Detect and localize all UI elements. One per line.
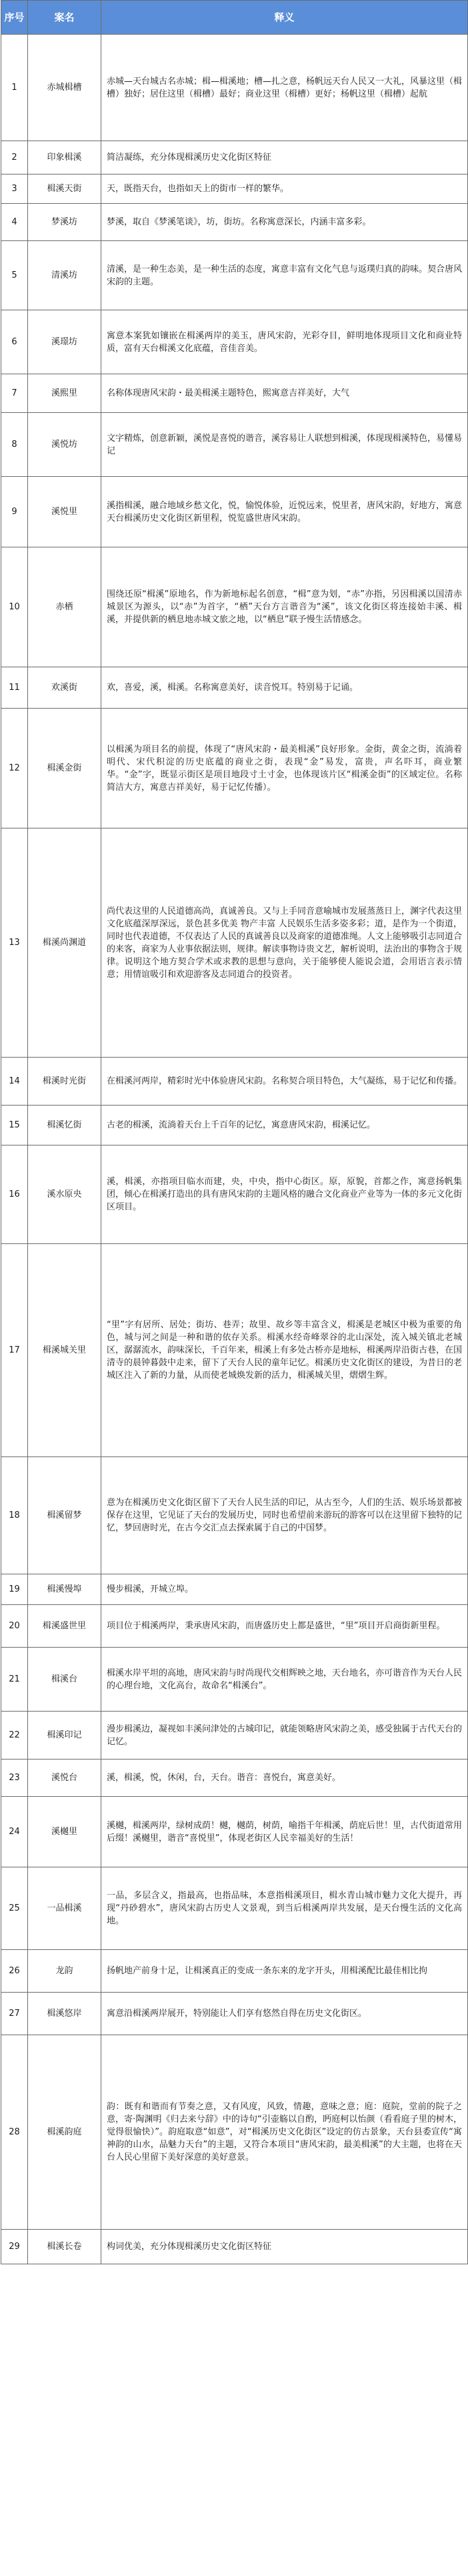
- table-row: [1, 1950, 468, 1993]
- table-row: [1, 709, 468, 828]
- row-number: 27: [1, 1993, 28, 2035]
- table-row: [1, 1760, 468, 1797]
- case-meaning: 构词优美，充分体现楫溪历史文化街区特征: [101, 2230, 468, 2264]
- row-number: 15: [1, 1106, 28, 1145]
- table-row: [1, 1457, 468, 1574]
- case-meaning: 天，既指天台，也指如天上的街市一样的繁华。: [101, 174, 468, 204]
- case-meaning: 梦溪，取自《梦溪笔谈》，坊，街坊。名称寓意深长，内涵丰富多彩。: [101, 204, 468, 241]
- row-number: 9: [1, 477, 28, 547]
- table-row: [1, 828, 468, 1058]
- case-meaning: 溪，楫溪，悦，休闲，台，天台。谐音：喜悦台，寓意美好。: [101, 1760, 468, 1797]
- case-name: 溪樾里: [28, 1797, 101, 1867]
- case-name: 楫溪时光街: [28, 1058, 101, 1106]
- table-row: [1, 1648, 468, 1712]
- case-meaning: “里”字有居所、居处；街坊、巷弄；故里、故乡等丰富含义，楫溪是老城区中极为重要的角色，城与河之间是一种和谐的依存关系。楫溪水经奇峰翠谷的北山深处，流入城关镇北老城区，潺潺流水，韵味深长，千百年来，楫溪上有多处古桥亦是地标，楫溪两岸沿街古巷，在国清寺的晨钟暮鼓中走来，留下了天台人民的童年记忆。楫溪历史文化街区的建设，为昔日的老城区注入了新的力量，从而使老城焕发新的活力，楫溪城关里，熠熠生辉。: [101, 1244, 468, 1457]
- table-row: [1, 1574, 468, 1605]
- row-number: 13: [1, 828, 28, 1058]
- case-meaning: 在楫溪河两岸，精彩时光中体验唐风宋韵。名称契合项目特色，大气凝练，易于记忆和传播。: [101, 1058, 468, 1106]
- case-name: 溪熙里: [28, 374, 101, 413]
- row-number: 28: [1, 2035, 28, 2230]
- row-number: 10: [1, 547, 28, 667]
- case-meaning: 楫溪水岸平坦的高地，唐风宋韵与时尚现代交相辉映之地，天台地名，亦可谐音作为天台人民的心理台地，文化高台，故命名“楫溪台”。: [101, 1648, 468, 1712]
- table-row: [1, 477, 468, 547]
- case-name: 龙韵: [28, 1950, 101, 1993]
- case-name: 楫溪盛世里: [28, 1605, 101, 1648]
- case-name: 印象楫溪: [28, 141, 101, 174]
- case-name: 清溪坊: [28, 241, 101, 310]
- row-number: 17: [1, 1244, 28, 1457]
- case-name: 赤城楫槽: [28, 35, 101, 141]
- row-number: 21: [1, 1648, 28, 1712]
- table-row: [1, 174, 468, 204]
- table-row: [1, 35, 468, 141]
- case-name: 梦溪坊: [28, 204, 101, 241]
- row-number: 25: [1, 1867, 28, 1950]
- table-header-row: [1, 1, 468, 35]
- case-meaning: 溪樾，楫溪两岸，绿树成荫！樾，樾荫，树荫，喻指千年楫溪，荫庇后世！里，古代街道常用后缀！溪樾里，谐音“喜悦里”，体现老街区人民幸福美好的生活！: [101, 1797, 468, 1867]
- case-name: 楫溪金街: [28, 709, 101, 828]
- case-meaning: 文字精炼，创意新颖，溪悦是喜悦的谐音，溪容易让人联想到楫溪，体现现楫溪特色，易懂易记: [101, 413, 468, 477]
- table-row: [1, 1993, 468, 2035]
- case-name: 楫溪印记: [28, 1712, 101, 1760]
- table-row: [1, 547, 468, 667]
- table-row: [1, 1712, 468, 1760]
- case-name: 楫溪忆街: [28, 1106, 101, 1145]
- row-number: 26: [1, 1950, 28, 1993]
- row-number: 5: [1, 241, 28, 310]
- case-meaning: 以楫溪为项目名的前提，体现了“唐风宋韵・最美楫溪”良好形象。金街，黄金之街，流淌着明代、宋代积淀的历史底蕴的商业之街，表现“金”易发，富贵，声名吓耳，商业繁华。“金”字，既显示街区是项目地段寸土寸金，也体现该片区“楫溪金街”的区域定位。名称简洁大方，寓意吉祥美好，易于记忆传播）。: [101, 709, 468, 828]
- case-name: 欢溪街: [28, 667, 101, 709]
- row-number: 29: [1, 2230, 28, 2264]
- row-number: 19: [1, 1574, 28, 1605]
- row-number: 3: [1, 174, 28, 204]
- case-meaning: 围绕还原“楫溪”原地名，作为新地标起名创意，“楫”意为划，“赤”亦指，另因楫溪以国清赤城景区为源头，以“赤”为首字，“栖”天台方言谐音为“溪”，该文化街区将连接始丰溪、楫溪，并提供新的栖息地赤城文旅之地，以“栖息”联予慢生活情感念。: [101, 547, 468, 667]
- case-name: 楫溪台: [28, 1648, 101, 1712]
- case-name: 楫溪留梦: [28, 1457, 101, 1574]
- row-number: 23: [1, 1760, 28, 1797]
- case-meaning: 古老的楫溪，流淌着天台上千百年的记忆，寓意唐风宋韵，楫溪记忆。: [101, 1106, 468, 1145]
- case-name: 溪悦坊: [28, 413, 101, 477]
- case-meaning: 寓意本案犹如镶嵌在楫溪两岸的美玉，唐风宋韵，光彩夺目，鲜明地体现项目文化和商业特质，富有天台楫溪文化底蕴，音佳音美。: [101, 310, 468, 374]
- case-name: 楫溪悠岸: [28, 1993, 101, 2035]
- row-number: 11: [1, 667, 28, 709]
- case-name: 一品楫溪: [28, 1867, 101, 1950]
- table-row: [1, 374, 468, 413]
- case-name: 溪璟坊: [28, 310, 101, 374]
- table-row: [1, 1106, 468, 1145]
- case-name: 楫溪长卷: [28, 2230, 101, 2264]
- row-number: 1: [1, 35, 28, 141]
- table-row: [1, 413, 468, 477]
- row-number: 7: [1, 374, 28, 413]
- row-number: 8: [1, 413, 28, 477]
- case-name: 楫溪城关里: [28, 1244, 101, 1457]
- case-name: 溪悦台: [28, 1760, 101, 1797]
- row-number: 14: [1, 1058, 28, 1106]
- table-row: [1, 1058, 468, 1106]
- case-name: 楫溪慢埠: [28, 1574, 101, 1605]
- case-meaning: 漫步楫溪边，凝视如丰溪问津处的古城印记，就能领略唐风宋韵之美，感受独属于古代天台的记忆。: [101, 1712, 468, 1760]
- row-number: 24: [1, 1797, 28, 1867]
- case-name: 楫溪尚渊道: [28, 828, 101, 1058]
- case-meaning: 韵：既有和谐而有节奏之意，又有风度，风致，情趣，意味之意；庭：庭院，堂前的院子之意，寄·陶渊明《归去来兮辞》中的诗句“引壶觞以自酌，眄庭柯以怡颜（看看庭子里的树木，觉得很愉快）”。韵庭取意“如意”，对“楫溪历史文化街区”设定的仿古景象，天台县委宣传“寓神韵的山水，品魅力天台”的主题，又符合本项目“唐风宋韵，最美楫溪”的大主题，也将在天台人民心里留下美好深意的美好意景。: [101, 2035, 468, 2230]
- header-case-name: 案名: [28, 1, 101, 35]
- row-number: 20: [1, 1605, 28, 1648]
- case-meaning: 寓意沿楫溪两岸展开，特别能让人们享有悠然自得在历史文化街区。: [101, 1993, 468, 2035]
- table-row: [1, 141, 468, 174]
- table-row: [1, 667, 468, 709]
- header-meaning: 释义: [101, 1, 468, 35]
- row-number: 12: [1, 709, 28, 828]
- row-number: 22: [1, 1712, 28, 1760]
- case-meaning: 意为在楫溪历史文化街区留下了天台人民生活的印记，从古至今，人们的生活、娱乐场景都被保存在这里，它见证了天台的发展历史，同时也希望前来游玩的游客可以在这里留下独特的记忆，梦回唐时光，在古今交汇点去探索属于自己的中国梦。: [101, 1457, 468, 1574]
- table-row: [1, 204, 468, 241]
- table-row: [1, 1244, 468, 1457]
- header-number: 序号: [1, 1, 28, 35]
- case-meaning: 扬帆地产前身十足，让楫溪真正的变成一条东来的龙字开头，用楫溪配比最佳相比拘: [101, 1950, 468, 1993]
- table-row: [1, 2230, 468, 2264]
- table-row: [1, 310, 468, 374]
- row-number: 18: [1, 1457, 28, 1574]
- table-row: [1, 2035, 468, 2230]
- case-meaning: 溪，楫溪，亦指项目临水而建，央，中央，指中心街区。原，原貌，首都之作，寓意扬帆集团，倾心在楫溪打造出的具有唐风宋韵的主题风格的融合文化商业产业等为一体的多元文化街区项目。: [101, 1145, 468, 1244]
- case-meaning: 简洁凝练，充分体现楫溪历史文化街区特征: [101, 141, 468, 174]
- case-name: 楫溪天街: [28, 174, 101, 204]
- case-name: 溪悦里: [28, 477, 101, 547]
- case-meaning: 赤城—天台城古名赤城；楫—楫溪地；槽—扎之意，杨帆远天台人民又一大礼，风暴这里（楫槽）独好；居住这里（楫槽）最好；商业这里（楫槽）更好；杨帆这里（楫槽）起航: [101, 35, 468, 141]
- row-number: 2: [1, 141, 28, 174]
- row-number: 16: [1, 1145, 28, 1244]
- case-meaning: 一品，多层含义，指最高，也指品味，本意指楫溪项目，楫水青山城市魅力文化大提升，再现“丹砂碧水”，唐风宋韵古历史人文景观，到当后楫溪两岸共发展，是天台慢生活的文化高地。: [101, 1867, 468, 1950]
- case-meaning: 尚代表这里的人民道德高尚，真诚善良。又与上手同音意喻城市发展蒸蒸日上，渊字代表这里文化底蕴深厚深远，景色甚多优美 物产丰富 人民娱乐生活多姿多彩；道，是作为一个街道，同时也代表道德，不仅表达了人民的真诚善良以及商家的道德准绳。人文上能够吸引志同道合的来客，商家为人业事依据法则，规律。解读事物诗贵文艺，解析说明，法治出的事物含于规律。说明这个地方契合学术或求教的思想与意向，关于能够使人能说会道，会用语言表示情意；用情谊吸引和欢迎游客及志同道合的投资者。: [101, 828, 468, 1058]
- row-number: 4: [1, 204, 28, 241]
- table-row: [1, 1605, 468, 1648]
- table-row: [1, 1867, 468, 1950]
- case-name: 溪水原央: [28, 1145, 101, 1244]
- naming-table: [1, 0, 468, 2264]
- case-meaning: 慢步楫溪，开城立埠。: [101, 1574, 468, 1605]
- case-meaning: 项目位于楫溪两岸，秉承唐风宋韵，而唐盛历史上都是盛世，“里”项目开启商街新里程。: [101, 1605, 468, 1648]
- case-meaning: 溪指楫溪，融合地域乡愁文化，悦，愉悦体验，近悦远来，悦里者，唐风宋韵，好地方，寓意天台楫溪历史文化街区新里程，悦览盛世唐风宋韵。: [101, 477, 468, 547]
- case-name: 楫溪韵庭: [28, 2035, 101, 2230]
- table-row: [1, 241, 468, 310]
- case-meaning: 清溪，是一种生态美，是一种生活的态度，寓意丰富有文化气息与返璞归真的韵味。契合唐风宋韵的主题。: [101, 241, 468, 310]
- case-name: 赤栖: [28, 547, 101, 667]
- case-meaning: 名称体现唐风宋韵・最美楫溪主题特色，熙寓意吉祥美好，大气: [101, 374, 468, 413]
- case-meaning: 欢，喜爱，溪，楫溪。名称寓意美好，读音悦耳。特别易于记诵。: [101, 667, 468, 709]
- table-row: [1, 1797, 468, 1867]
- row-number: 6: [1, 310, 28, 374]
- table-row: [1, 1145, 468, 1244]
